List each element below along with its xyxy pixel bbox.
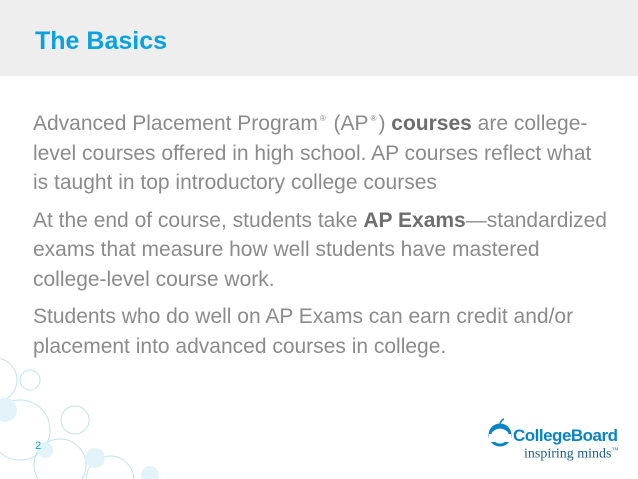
paragraph-ap-exams xyxy=(33,206,608,295)
paragraph-text: —standardized exams that measure how well students have mastered college-level course work. xyxy=(33,208,607,291)
logo-wordmark: CollegeBoard xyxy=(513,426,618,445)
emphasis-courses: courses xyxy=(391,112,472,135)
page-number: 2 xyxy=(35,440,42,452)
paragraph-text: Advanced Placement Program xyxy=(33,112,318,135)
slide-body xyxy=(33,104,608,369)
paragraph-text: At the end of course, students take xyxy=(33,208,364,232)
acorn-icon xyxy=(485,418,515,448)
college-board-logo xyxy=(485,418,625,470)
paragraph-text: ) xyxy=(378,112,392,135)
registered-mark: ® xyxy=(319,114,326,123)
registered-mark: ® xyxy=(370,114,377,123)
decorative-bubbles xyxy=(0,340,190,479)
paragraph-credit: Students who do well on AP Exams can earn credit and/or placement into advanced courses in college. xyxy=(33,305,574,358)
trademark-mark: ™ xyxy=(611,446,619,454)
paragraph-text: (AP xyxy=(327,112,369,135)
paragraph-ap-courses xyxy=(33,104,608,198)
logo-tagline xyxy=(524,446,618,463)
logo-tagline-text: inspiring minds xyxy=(524,446,612,462)
title-band xyxy=(0,0,638,76)
emphasis-ap-exams: AP Exams xyxy=(363,208,466,232)
slide-title: The Basics xyxy=(35,27,168,55)
paragraph-text: are college-level courses offered in high school. AP courses reflect what is taught in top introductory college courses xyxy=(33,112,592,194)
